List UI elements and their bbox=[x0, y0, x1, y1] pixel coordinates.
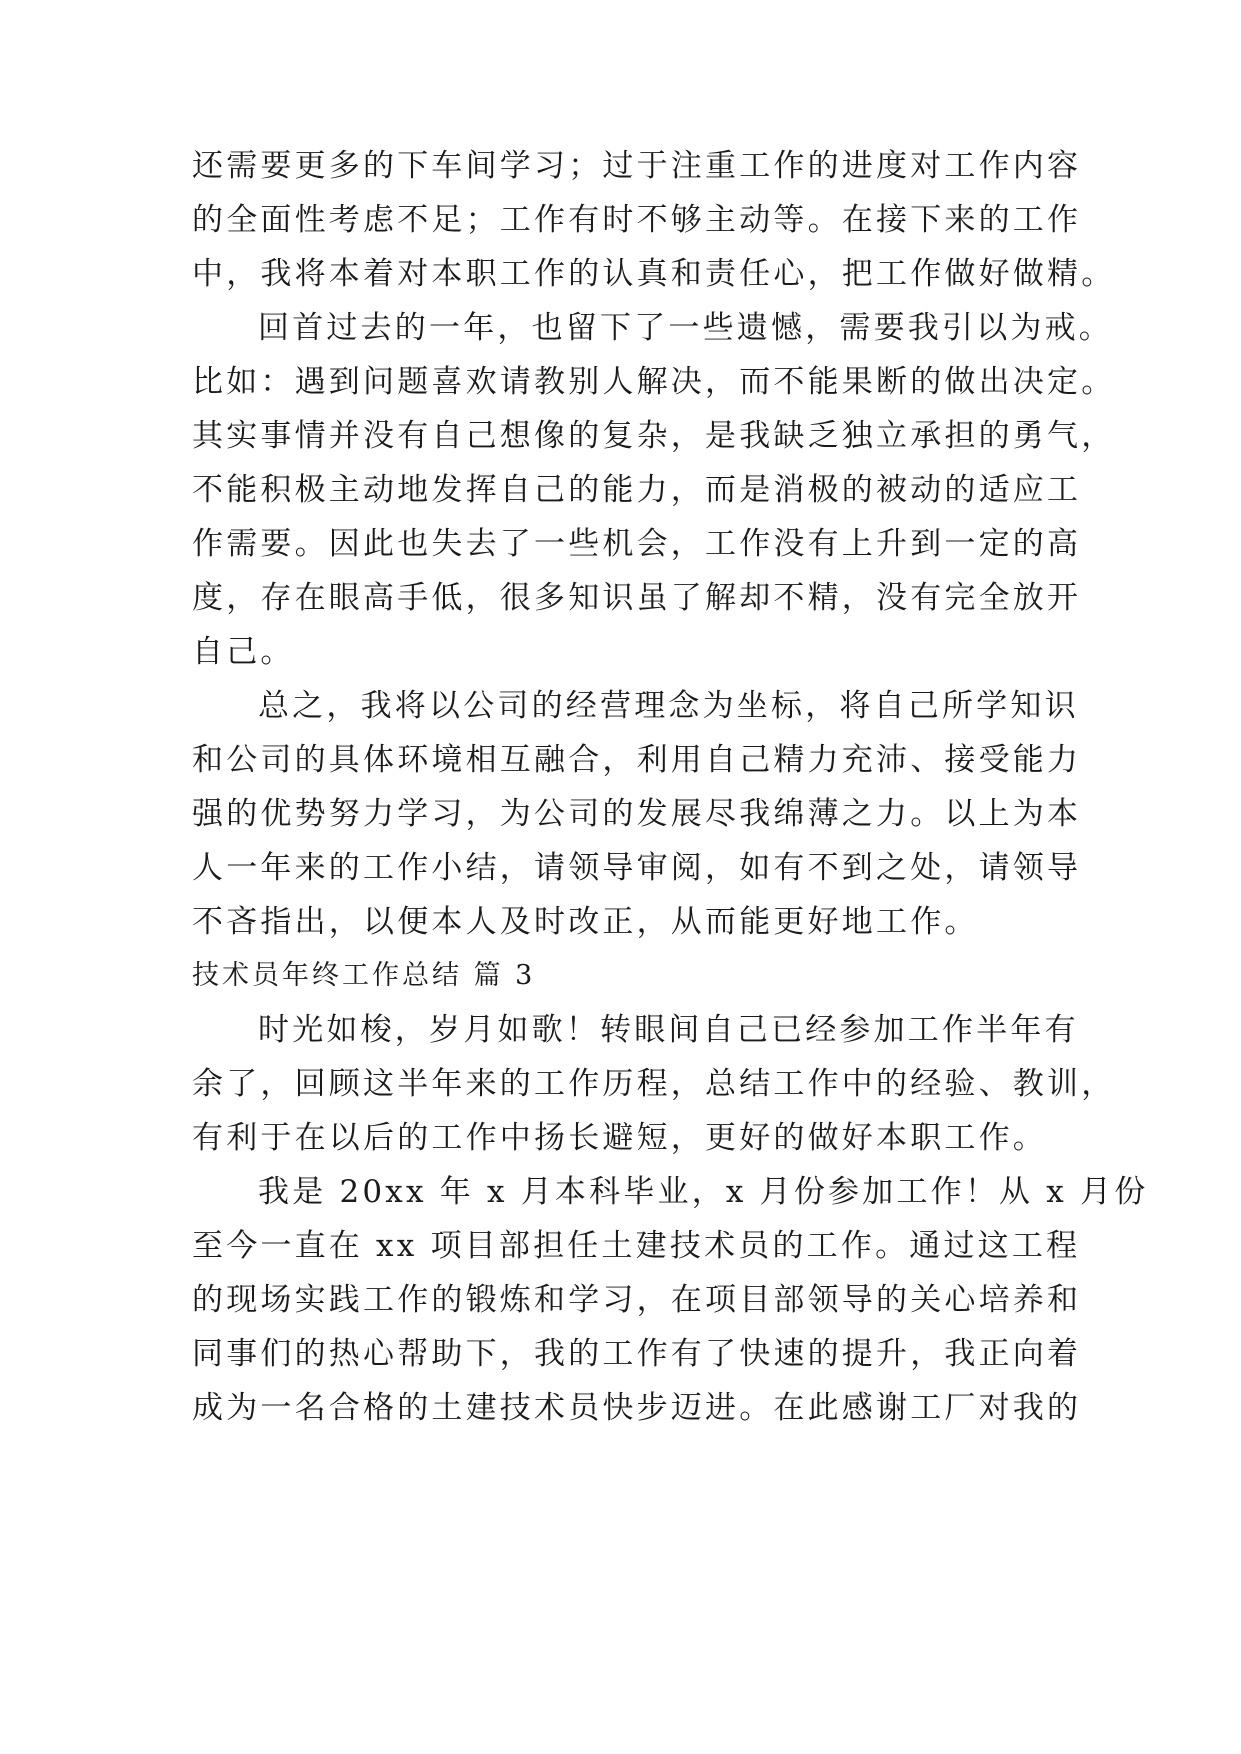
paragraph-line: 人一年来的工作小结，请领导审阅，如有不到之处，请领导 bbox=[192, 850, 1082, 886]
paragraph-line: 比如：遇到问题喜欢请教别人解决，而不能果断的做出决定。 bbox=[192, 364, 1116, 400]
paragraph-line: 回首过去的一年，也留下了一些遗憾，需要我引以为戒。 bbox=[258, 310, 1113, 346]
paragraph-line: 同事们的热心帮助下，我的工作有了快速的提升，我正向着 bbox=[192, 1336, 1082, 1372]
paragraph-line: 中，我将本着对本职工作的认真和责任心，把工作做好做精。 bbox=[192, 256, 1116, 292]
paragraph-line: 总之，我将以公司的经营理念为坐标，将自己所学知识 bbox=[258, 688, 1079, 724]
paragraph-line: 至今一直在 xx 项目部担任土建技术员的工作。通过这工程 bbox=[192, 1228, 1081, 1264]
paragraph-line: 时光如梭，岁月如歌！转眼间自己已经参加工作半年有 bbox=[258, 1012, 1079, 1048]
paragraph-line: 的全面性考虑不足；工作有时不够主动等。在接下来的工作 bbox=[192, 202, 1082, 238]
paragraph-line: 作需要。因此也失去了一些机会，工作没有上升到一定的高 bbox=[192, 526, 1082, 562]
paragraph-line: 的现场实践工作的锻炼和学习，在项目部领导的关心培养和 bbox=[192, 1282, 1082, 1318]
paragraph-line: 有利于在以后的工作中扬长避短，更好的做好本职工作。 bbox=[192, 1120, 1047, 1156]
paragraph-line: 余了，回顾这半年来的工作历程，总结工作中的经验、教训， bbox=[192, 1066, 1116, 1102]
paragraph-line: 和公司的具体环境相互融合，利用自己精力充沛、接受能力 bbox=[192, 742, 1082, 778]
section-heading: 技术员年终工作总结 篇 3 bbox=[192, 960, 536, 991]
paragraph-line: 其实事情并没有自己想像的复杂，是我缺乏独立承担的勇气， bbox=[192, 418, 1116, 454]
paragraph-line: 不能积极主动地发挥自己的能力，而是消极的被动的适应工 bbox=[192, 472, 1082, 508]
paragraph-line: 还需要更多的下车间学习；过于注重工作的进度对工作内容 bbox=[192, 148, 1082, 184]
paragraph-line: 我是 20xx 年 x 月本科毕业，x 月份参加工作！从 x 月份 bbox=[258, 1174, 1149, 1210]
paragraph-line: 自己。 bbox=[192, 634, 295, 670]
paragraph-line: 不吝指出，以便本人及时改正，从而能更好地工作。 bbox=[192, 904, 979, 940]
paragraph-line: 成为一名合格的土建技术员快步迈进。在此感谢工厂对我的 bbox=[192, 1390, 1082, 1426]
paragraph-line: 度，存在眼高手低，很多知识虽了解却不精，没有完全放开 bbox=[192, 580, 1082, 616]
paragraph-line: 强的优势努力学习，为公司的发展尽我绵薄之力。以上为本 bbox=[192, 796, 1082, 832]
